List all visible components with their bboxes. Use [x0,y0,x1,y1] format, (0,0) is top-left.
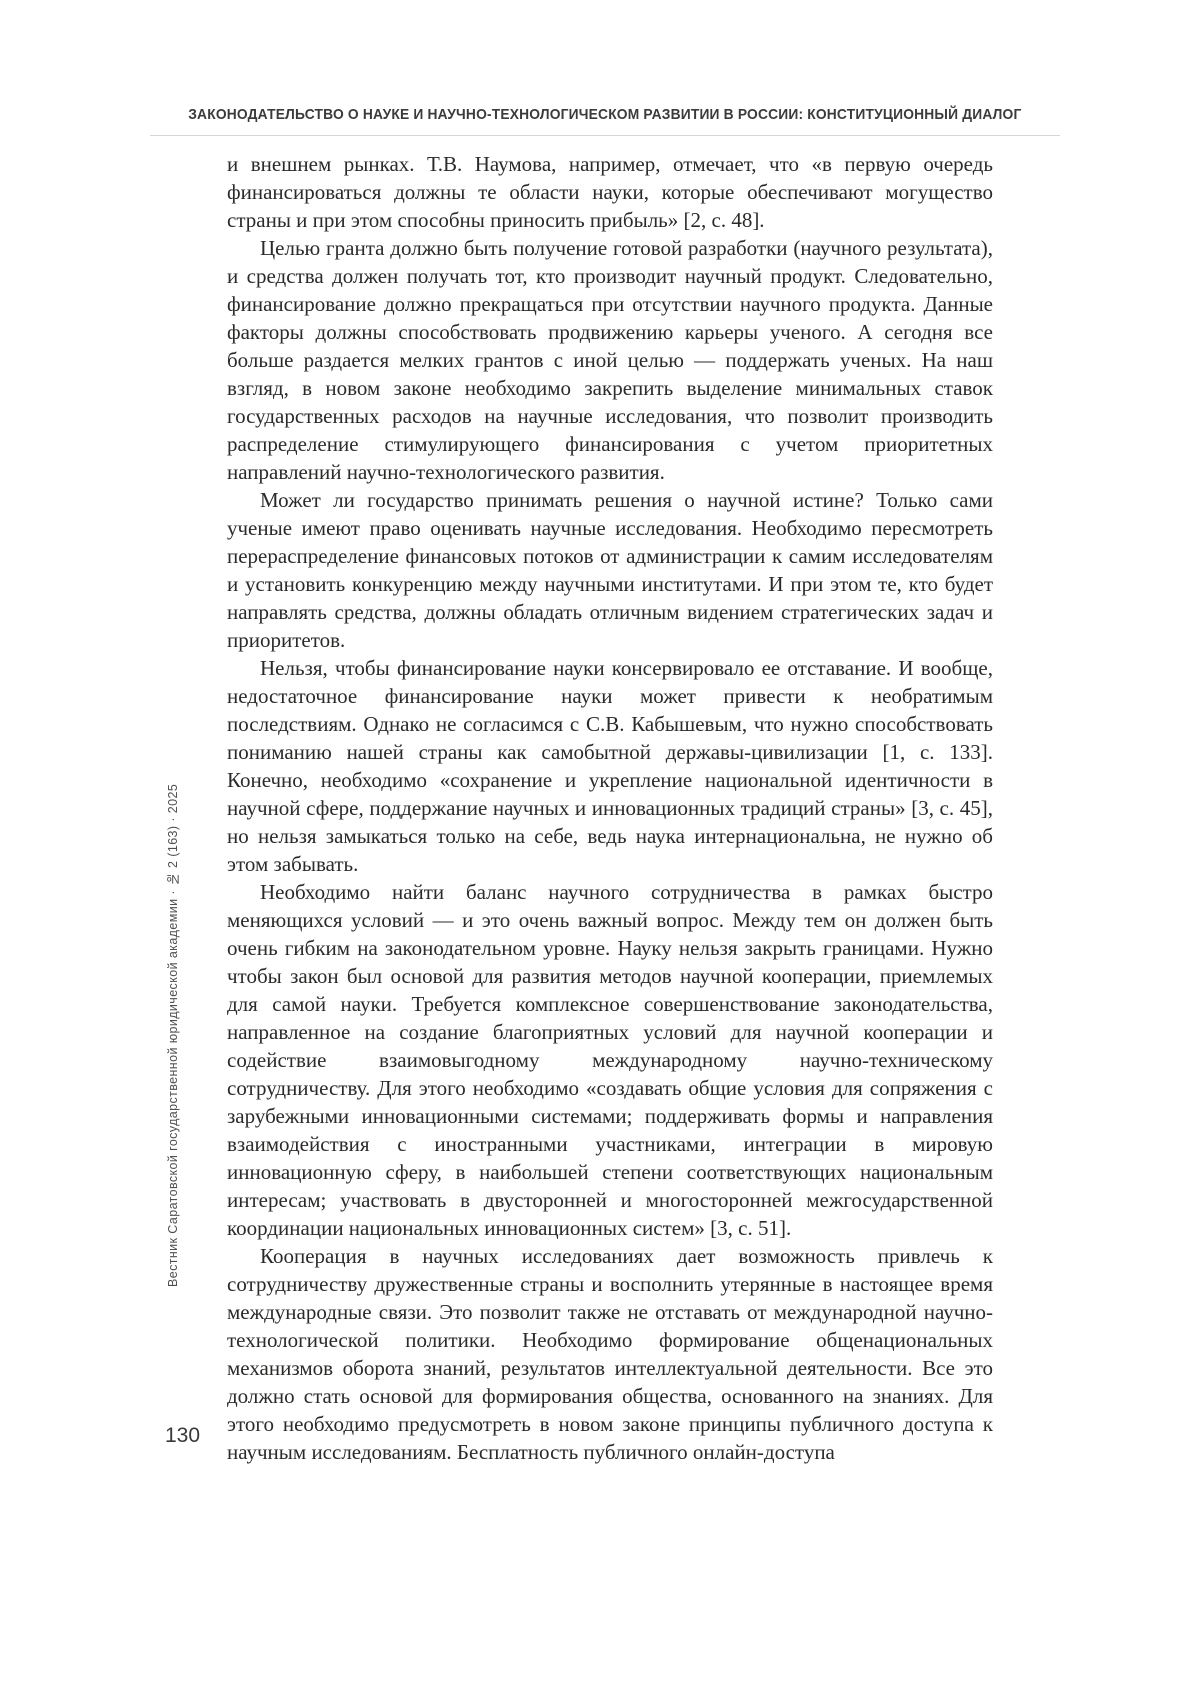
paragraph: Целью гранта должно быть получение готовой разработки (научного результата), и средства должен получать тот, кто производит научный продукт. Следовательно, финансирование должно прекращаться при отсутствии научного продукта. Данные факторы должны способствовать продвижению карьеры ученого. А сегодня все больше раздается мелких грантов с иной целью — поддержать ученых. На наш взгляд, в новом законе необходимо закрепить выделение минимальных ставок государственных расходов на научные исследования, что позволит производить распределение стимулирующего финансирования с учетом приоритетных направлений научно-технологического развития. [227,236,993,484]
running-head-title: ЗАКОНОДАТЕЛЬСТВО О НАУКЕ И НАУЧНО-ТЕХНОЛОГИЧЕСКОМ РАЗВИТИИ В РОССИИ: КОНСТИТУЦИОННЫЙ ДИАЛОГ [188,106,1022,123]
article-body [227,150,993,1466]
paragraph: Может ли государство принимать решения о научной истине? Только сами ученые имеют право оценивать научные исследования. Необходимо пересмотреть перераспределение финансовых потоков от администрации к самим исследователям и установить конкуренцию между научными институтами. И при этом те, кто будет направлять средства, должны обладать отличным видением стратегических задач и приоритетов. [227,488,993,652]
paragraph: Нельзя, чтобы финансирование науки консервировало ее отставание. И вообще, недостаточное финансирование науки может привести к необратимым последствиям. Однако не согласимся с С.В. Кабышевым, что нужно способствовать пониманию нашей страны как самобытной державы-цивилизации [1, с. 133]. Конечно, необходимо «сохранение и укрепление национальной идентичности в научной сфере, поддержание научных и инновационных традиций страны» [3, с. 45], но нельзя замыкаться только на себе, ведь наука интернациональна, не нужно об этом забывать. [227,656,993,876]
paragraph: Кооперация в научных исследованиях дает возможность привлечь к сотрудничеству дружественные страны и восполнить утерянные в настоящее время международные связи. Это позволит также не отставать от международной научно-технологической политики. Необходимо формирование общенациональных механизмов оборота знаний, результатов интеллектуальной деятельности. Все это должно стать основой для формирования общества, основанного на знаниях. Для этого необходимо предусмотреть в новом законе принципы публичного доступа к научным исследованиям. Бесплатность публичного онлайн-доступа [227,1244,993,1464]
paragraph: Необходимо найти баланс научного сотрудничества в рамках быстро меняющихся условий — и это очень важный вопрос. Между тем он должен быть очень гибким на законодательном уровне. Науку нельзя закрыть границами. Нужно чтобы закон был основой для развития методов научной кооперации, приемлемых для самой науки. Требуется комплексное совершенствование законодательства, направленное на создание благоприятных условий для научной кооперации и содействие взаимовыгодному международному научно-техническому сотрудничеству. Для этого необходимо «создавать общие условия для сопряжения с зарубежными инновационными системами; поддерживать формы и направления взаимодействия с иностранными участниками, интеграции в мировую инновационную сферу, в наибольшей степени соответствующих национальным интересам; участвовать в двусторонней и многосторонней межгосударственной координации национальных инновационных систем» [3, с. 51]. [227,880,993,1240]
journal-title-vertical: Вестник Саратовской государственной юридической академии · № 2 (163) · 2025 [166,783,180,1287]
paragraph: и внешнем рынках. Т.В. Наумова, например, отмечает, что «в первую очередь финансироваться должны те области науки, которые обеспечивают могущество страны и при этом способны приносить прибыль» [2, с. 48]. [227,152,993,232]
page-number: 130 [165,1424,201,1447]
running-head [150,106,1060,136]
